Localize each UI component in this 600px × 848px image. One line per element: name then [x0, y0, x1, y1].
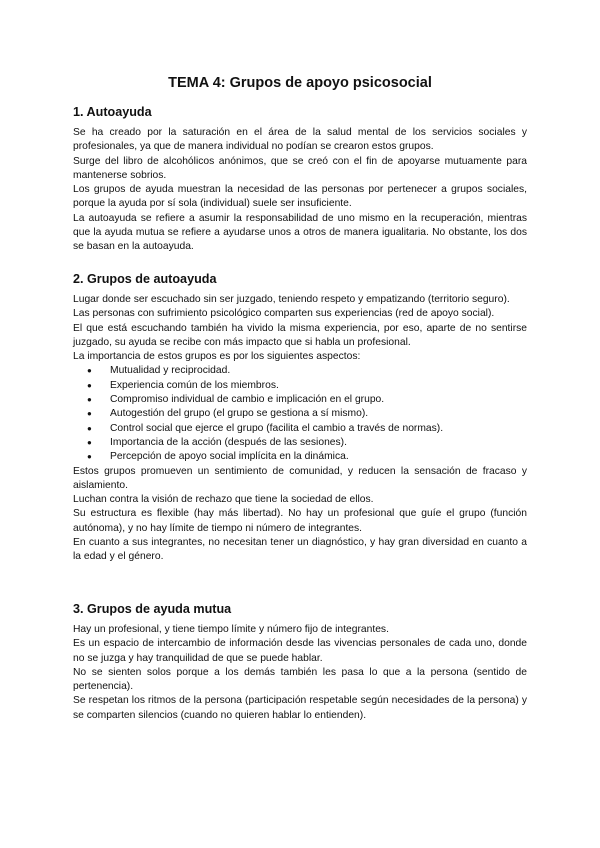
paragraph: La importancia de estos grupos es por los siguientes aspectos: [73, 351, 361, 363]
section-heading: 3. Grupos de ayuda mutua [73, 602, 232, 616]
list-item: ● Compromiso individual de cambio e implicación en el grupo. [100, 393, 527, 407]
paragraph: No se sienten solos porque a los demás también les pasa lo que a la persona (sentido de pertenencia). [73, 666, 527, 693]
paragraph: Es un espacio de intercambio de información desde las vivencias personales de cada uno, donde no se juzga y hay tranquilidad de que se puede hablar. [73, 638, 527, 664]
section-heading: 2. Grupos de autoayuda [73, 272, 217, 286]
paragraph: Se respetan los ritmos de la persona (participación respetable según necesidades de la persona) y se comparten silencios (cuando no quieren hablar lo entienden). [73, 695, 527, 721]
paragraph: Estos grupos promueven un sentimiento de comunidad, y reducen la sensación de fracaso y aislamiento. [73, 465, 527, 491]
list-item: ● Experiencia común de los miembros. [100, 379, 527, 393]
paragraph: Su estructura es flexible (hay más libertad). No hay un profesional que guíe el grupo (función autónoma), y no hay límite de tiempo ni número de integrantes. [73, 508, 527, 534]
section-grupos-autoayuda [73, 271, 527, 565]
paragraph: Surge del libro de alcohólicos anónimos, que se creó con el fin de apoyarse mutuamente para mantenerse sobrios. [73, 155, 527, 181]
paragraph: El que está escuchando también ha vivido la misma experiencia, por eso, aparte de no sentirse juzgado, su ayuda se recibe con más impacto que si habla un profesional. [73, 322, 527, 348]
paragraph: Las personas con sufrimiento psicológico comparten sus experiencias (red de apoyo social). [73, 308, 495, 320]
document-title: TEMA 4: Grupos de apoyo psicosocial [168, 75, 432, 91]
paragraph: La autoayuda se refiere a asumir la responsabilidad de uno mismo en la recuperación, mientras que la ayuda mutua se refiere a ayudarse unos a otros de manera igualitaria. No obstante, los dos se basan en la autoayuda. [73, 212, 527, 253]
list-item: ● Mutualidad y reciprocidad. [100, 364, 527, 378]
paragraph: Luchan contra la visión de rechazo que tiene la sociedad de ellos. [73, 494, 374, 506]
paragraph: Hay un profesional, y tiene tiempo límite y número fijo de integrantes. [73, 624, 389, 635]
paragraph: Se ha creado por la saturación en el área de la salud mental de los servicios sociales y profesionales, ya que de manera individual no podían se crearon estos grupos. [73, 127, 527, 153]
section-grupos-ayuda-mutua [73, 601, 527, 723]
bullet-list [73, 364, 527, 464]
list-item: ● Control social que ejerce el grupo (facilita el cambio a través de normas). [100, 422, 527, 436]
list-item: ● Importancia de la acción (después de las sesiones). [100, 436, 527, 450]
section-autoayuda [73, 104, 527, 255]
list-item: ● Percepción de apoyo social implícita en la dinámica. [100, 450, 527, 464]
list-item: ● Autogestión del grupo (el grupo se gestiona a sí mismo). [100, 407, 527, 421]
paragraph: Lugar donde ser escuchado sin ser juzgado, teniendo respeto y empatizando (territorio seguro). [73, 294, 510, 305]
paragraph: En cuanto a sus integrantes, no necesitan tener un diagnóstico, y hay gran diversidad en cuanto a la edad y el género. [73, 537, 527, 563]
section-heading: 1. Autoayuda [73, 105, 152, 119]
paragraph: Los grupos de ayuda muestran la necesidad de las personas por pertenecer a grupos sociales, porque la ayuda por sí sola (individual) suele ser insuficiente. [73, 184, 527, 210]
